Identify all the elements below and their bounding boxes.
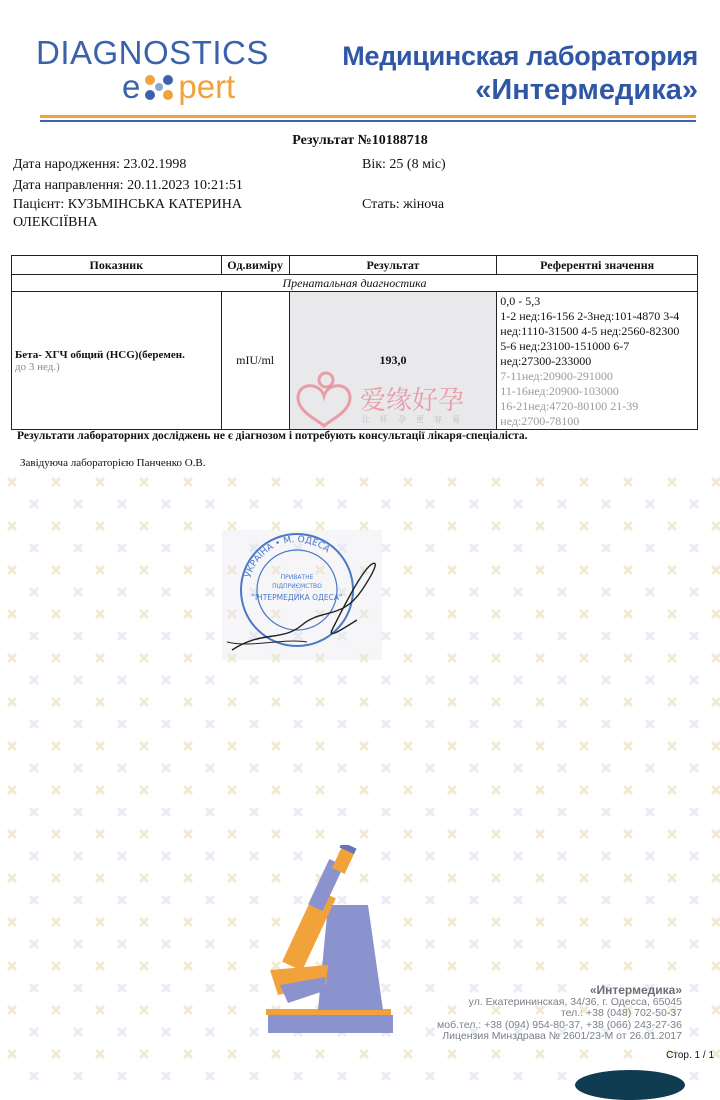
stamp-seal <box>222 530 382 660</box>
footer-address: ул. Екатерининская, 34/36, г. Одесса, 65045 <box>468 995 682 1008</box>
page-header <box>0 0 720 130</box>
ref-line: 0,0 - 5,3 <box>500 294 541 308</box>
ref-line-faded: нед:2700-78100 <box>500 414 580 428</box>
footer-company-name: «Интермедика» <box>589 983 682 997</box>
age: Вік: 25 (8 міс) <box>362 157 446 172</box>
stamp-center-text1: ПРИВАТНЕ <box>280 574 314 581</box>
lab-name-line1: Медицинская лаборатория <box>342 41 698 71</box>
footer-license: Лицензия Минздрава № 2601/23-М от 26.01.2017 <box>442 1030 682 1042</box>
referral-date: Дата направлення: 20.11.2023 10:21:51 <box>13 178 243 193</box>
footer-phone: тел.: +38 (048) 702-50-37 <box>560 1007 682 1019</box>
birth-date: Дата народження: 23.02.1998 <box>13 157 187 172</box>
stamp-center-text3: "ІНТЕРМЕДИКА ОДЕСА" <box>251 593 343 602</box>
bottom-overlay-shape <box>575 1070 685 1100</box>
logo-line2-post: pert <box>178 68 236 105</box>
ref-line: нед:27300-233000 <box>500 354 592 368</box>
section-row <box>12 275 698 292</box>
page-number: Стор. 1 / 1 <box>666 1050 714 1061</box>
patient-name-line2: ОЛЕКСІЇВНА <box>13 215 98 230</box>
table-header-row <box>12 256 698 275</box>
logo-x-mark-icon <box>140 72 178 102</box>
stamp-center-text2: ПІДПРИЄМСТВО <box>272 583 322 590</box>
watermark-text: 爱缘好孕 <box>360 386 465 416</box>
ref-line: нед:1110-31500 4-5 нед:2560-82300 <box>500 324 680 338</box>
section-title: Пренатальная диагностика <box>12 275 698 292</box>
logo-line2 <box>122 70 235 104</box>
header-divider-orange <box>40 115 696 118</box>
stamp-arc-text: УКРАЇНА • М. ОДЕСА <box>243 534 332 579</box>
footer-mobile: моб.тел.: +38 (094) 954-80-37, +38 (066) 243-27-36 <box>437 1018 682 1031</box>
ref-line-faded: 16-21нед:4720-80100 21-39 <box>500 399 639 413</box>
lab-name <box>342 40 698 108</box>
lab-name-line2: «Интермедика» <box>475 74 698 106</box>
patient-name-line1: Пацієнт: КУЗЬМІНСЬКА КАТЕРИНА <box>13 197 242 212</box>
disclaimer-notice: Результати лабораторних досліджень не є діагнозом і потребують консультації лікаря-спеціаліста. <box>17 430 528 442</box>
ref-line: 5-6 нед:23100-151000 6-7 <box>500 339 630 353</box>
header-result: Результат <box>289 256 497 275</box>
reference-values <box>497 292 698 430</box>
indicator-name <box>12 292 222 430</box>
footer-contacts <box>437 985 682 1043</box>
ref-line: 1-2 нед:16-156 2-3нед:101-4870 3-4 <box>500 309 680 323</box>
ref-line-faded: 7-11нед:20900-291000 <box>500 369 613 383</box>
sex: Стать: жіноча <box>362 197 445 212</box>
logo-line1: DIAGNOSTICS <box>36 34 269 71</box>
watermark-subtext: 让怀孕更容易 <box>362 415 470 424</box>
logo-line2-pre: e <box>122 68 141 105</box>
header-divider-blue <box>40 120 696 122</box>
unit-value: mIU/ml <box>221 292 289 430</box>
report-title: Результат №10188718 <box>292 133 428 148</box>
diagnostics-expert-logo <box>36 34 269 105</box>
indicator-name-cont: до 3 нед.) <box>15 360 60 373</box>
microscope-logo-icon <box>258 845 398 1040</box>
header-unit: Од.виміру <box>221 256 289 275</box>
indicator-name-text: Бета- ХГЧ общий (HCG)(беремен. <box>15 348 185 361</box>
header-reference: Референтні значення <box>497 256 698 275</box>
ref-line-faded: 11-16нед:20900-103000 <box>500 384 619 398</box>
result-value: 193,0 <box>289 292 497 430</box>
head-of-lab: Завідуюча лабораторією Панченко О.В. <box>20 457 206 469</box>
header-indicator: Показник <box>12 256 222 275</box>
